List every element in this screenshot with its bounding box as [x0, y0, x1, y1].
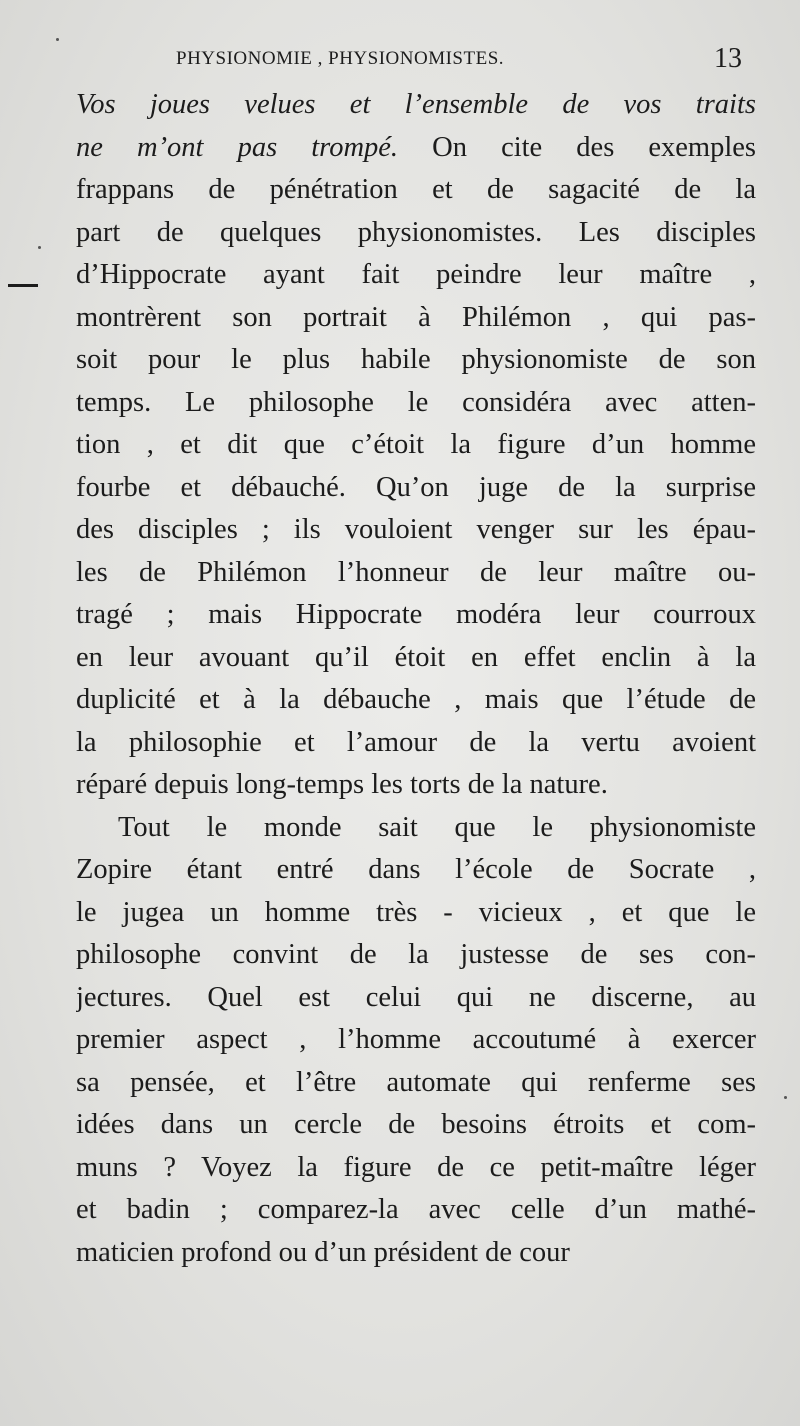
text-line — [76, 679, 756, 722]
italic-text: Vos joues velues et l’ensemble de vos traits — [76, 89, 756, 120]
text-run: jectures. Quel est celui qui ne discerne, au — [76, 981, 756, 1013]
text-line — [76, 892, 756, 935]
text-line — [76, 934, 756, 977]
text-run: On cite des exemples — [398, 131, 756, 163]
text-run: d’Hippocrate ayant fait peindre leur maître , — [76, 259, 756, 290]
paper-speck — [784, 1096, 787, 1099]
text-line — [76, 339, 756, 382]
text-line — [76, 297, 756, 340]
text-line — [76, 1104, 756, 1147]
text-run: soit pour le plus habile physionomiste de son — [76, 344, 756, 375]
text-line — [76, 212, 756, 255]
text-run: part de quelques physionomistes. Les disciples — [76, 216, 756, 248]
text-line — [76, 254, 756, 297]
text-run: réparé depuis long-temps les torts de la nature. — [76, 769, 608, 800]
text-line — [76, 849, 756, 892]
margin-dash-mark — [8, 284, 38, 287]
text-run: muns ? Voyez la figure de ce petit-maître léger — [76, 1151, 756, 1183]
paper-speck — [38, 246, 41, 249]
text-line — [76, 552, 756, 595]
text-line — [76, 509, 756, 552]
running-title: PHYSIONOMIE , PHYSIONOMISTES. — [176, 48, 505, 69]
text-run: duplicité et à la débauche , mais que l’étude de — [76, 684, 756, 715]
text-run: sa pensée, et l’être automate qui renferme ses — [76, 1066, 756, 1098]
italic-text: ne m’ont pas trompé. — [76, 131, 399, 163]
text-line — [76, 722, 756, 765]
text-run: en leur avouant qu’il étoit en effet enclin à la — [76, 641, 756, 673]
page-header — [0, 43, 800, 76]
text-run: et badin ; comparez-la avec celle d’un mathé- — [76, 1194, 756, 1225]
text-line — [76, 807, 756, 850]
text-run: le jugea un homme très - vicieux , et que le — [76, 896, 756, 928]
text-run: temps. Le philosophe le considéra avec atten- — [76, 386, 756, 418]
text-line — [76, 1147, 756, 1190]
page-number: 13 — [714, 43, 742, 74]
text-line — [76, 1062, 756, 1105]
text-line — [76, 594, 756, 637]
text-line — [76, 424, 756, 467]
text-line — [76, 84, 756, 127]
text-run: tion , et dit que c’étoit la figure d’un homme — [76, 429, 756, 460]
text-run: premier aspect , l’homme accoutumé à exercer — [76, 1024, 756, 1055]
text-run: montrèrent son portrait à Philémon , qui pas- — [76, 301, 756, 333]
text-line — [76, 382, 756, 425]
text-line — [76, 1019, 756, 1062]
paper-speck — [56, 38, 59, 41]
text-line — [76, 764, 756, 807]
text-line — [76, 467, 756, 510]
text-line — [76, 1232, 756, 1275]
text-line — [76, 637, 756, 680]
text-run: fourbe et débauché. Qu’on juge de la surprise — [76, 471, 756, 503]
text-run: tragé ; mais Hippocrate modéra leur courroux — [76, 599, 756, 630]
text-line — [76, 127, 756, 170]
text-line — [76, 1189, 756, 1232]
text-run: Tout le monde sait que le physionomiste — [118, 811, 756, 843]
text-run: philosophe convint de la justesse de ses con- — [76, 939, 756, 970]
body-text — [76, 84, 756, 1274]
text-run: maticien profond ou d’un président de cour — [76, 1236, 570, 1268]
text-run: Zopire étant entré dans l’école de Socrate , — [76, 854, 756, 885]
text-line — [76, 977, 756, 1020]
text-run: idées dans un cercle de besoins étroits et com- — [76, 1109, 756, 1140]
text-run: les de Philémon l’honneur de leur maître ou- — [76, 556, 756, 588]
text-run: frappans de pénétration et de sagacité de la — [76, 174, 756, 205]
text-run: la philosophie et l’amour de la vertu avoient — [76, 726, 756, 758]
text-line — [76, 169, 756, 212]
text-run: des disciples ; ils vouloient venger sur les épau- — [76, 514, 756, 545]
